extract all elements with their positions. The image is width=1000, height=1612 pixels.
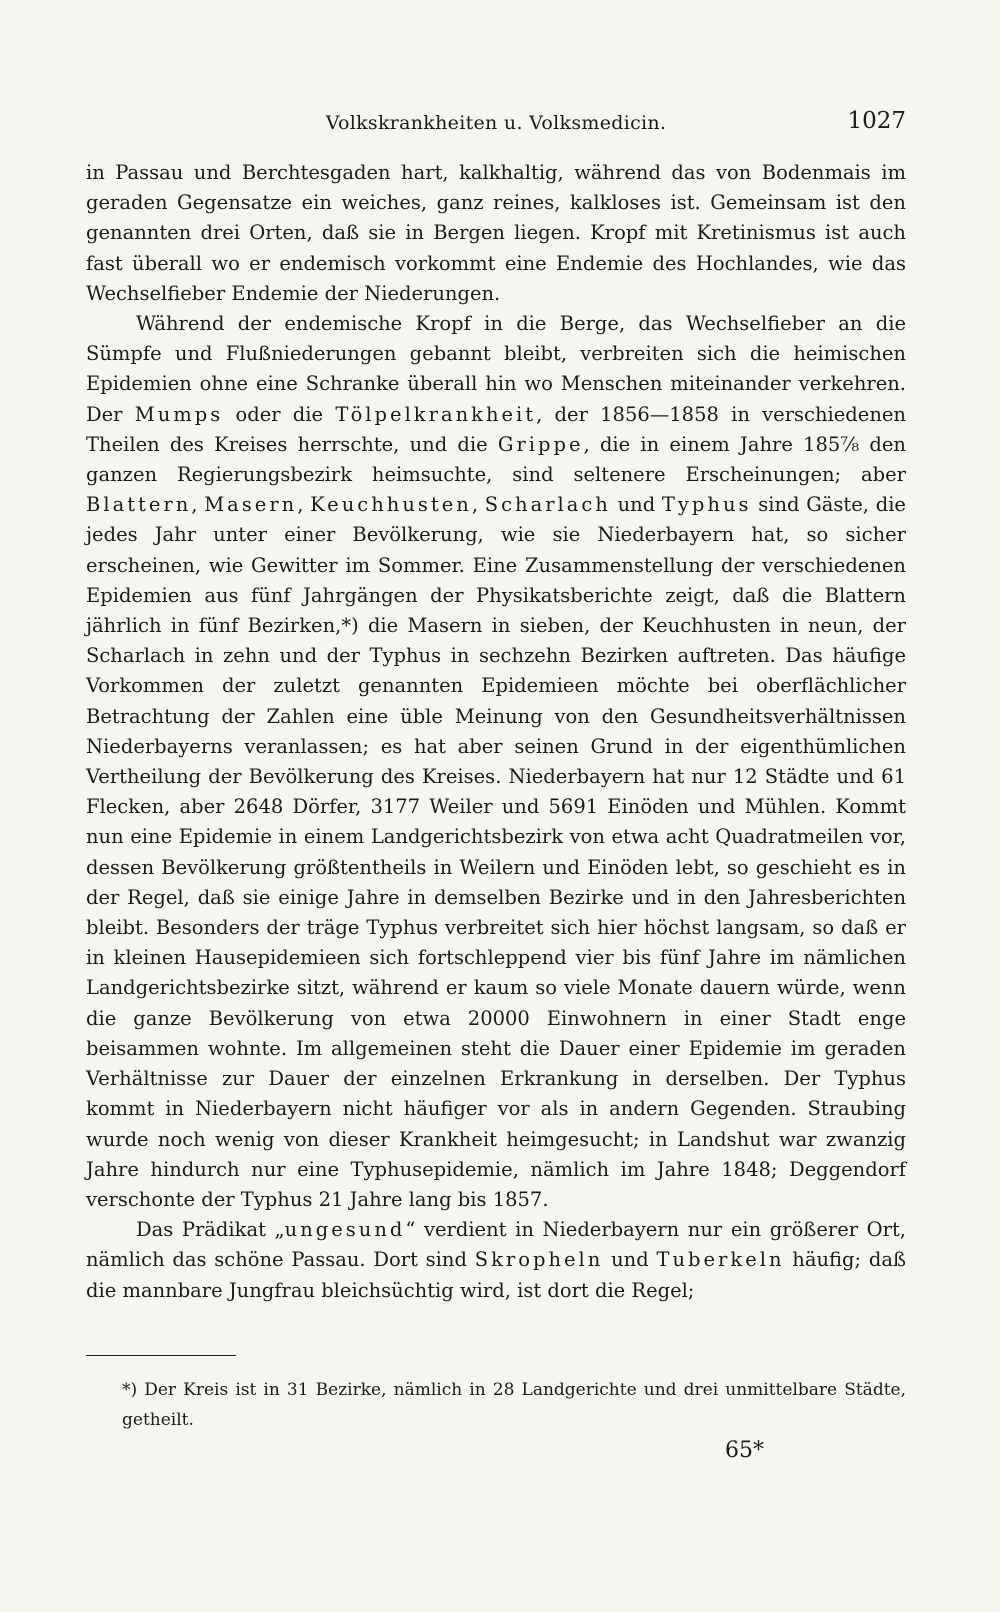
footnote <box>86 1375 906 1435</box>
text-run: , <box>297 493 311 517</box>
footnote-divider <box>86 1355 236 1356</box>
paragraph <box>86 1215 906 1306</box>
text-run: oder die <box>223 402 336 426</box>
text-run: “ verdient in Niederbayern nur ein größerer Ort, nämlich das schöne Passau. Dort sind <box>86 1218 906 1272</box>
emphasized-term: Mumps <box>134 402 224 426</box>
text-run: und <box>610 493 662 517</box>
text-run: sind Gäste, die jedes Jahr unter einer Bevölkerung, wie sie Niederbayern hat, so sicher erscheinen, wie Gewitter im Sommer. Eine Zusammenstellung der verschiedenen Epidemien aus fünf Jahrgängen der Physikatsberichte zeigt, daß die Blattern jährlich in fünf Bezirken,*) die Masern in sieben, der Keuchhusten in neun, der Scharlach in zehn und der Typhus in sechzehn Bezirken auftreten. Das häufige Vorkommen der zuletzt genannten Epidemieen möchte bei oberflächlicher Betrachtung der Zahlen eine üble Meinung von den Gesundheitsverhältnissen Niederbayerns veranlassen; es hat aber seinen Grund in der eigenthümlichen Vertheilung der Bevölkerung des Kreises. Niederbayern hat nur 12 Städte und 61 Flecken, aber 2648 Dörfer, 3177 Weiler und 5691 Einöden und Mühlen. Kommt nun eine Epidemie in einem Landgerichtsbezirk von etwa acht Quadratmeilen vor, dessen Bevölkerung größtentheils in Weilern und Einöden lebt, so geschieht es in der Regel, daß sie einige Jahre in demselben Bezirke und in den Jahresberichten bleibt. Besonders der träge Typhus verbreitet sich hier höchst langsam, so daß er in kleinen Hausepidemieen sich fortschleppend vier bis fünf Jahre im nämlichen Landgerichtsbezirke sitzt, während er kaum so viele Monate dauern würde, wenn die ganze Bevölkerung von etwa 20000 Einwohnern in einer Stadt enge beisammen wohnte. Im allgemeinen steht die Dauer einer Epidemie im geraden Verhältnisse zur Dauer der einzelnen Erkrankung in derselben. Der Typhus kommt in Niederbayern nicht häufiger vor als in andern Gegenden. Straubing wurde noch wenig von dieser Krankheit heimgesucht; in Landshut war zwanzig Jahre hindurch nur eine Typhusepidemie, nämlich im Jahre 1848; Deggendorf verschonte der Typhus 21 Jahre lang bis 1857. <box>86 493 906 1211</box>
text-run: , die in einem Jahre 185⁷⁄₈ den ganzen Regierungsbezirk heimsuchte, sind seltenere Erscheinungen; aber <box>86 432 906 487</box>
body-text <box>86 158 906 1306</box>
emphasized-term: ungesund <box>284 1218 406 1242</box>
emphasized-term: Skropheln <box>474 1248 604 1272</box>
text-run: , <box>471 493 485 517</box>
text-run: häufig; daß die mannbare Jungfrau bleichsüchtig wird, ist dort die Regel; <box>86 1248 906 1302</box>
text-run: Während der endemische Kropf in die Berge, das Wechselfieber an die Sümpfe und Flußniederungen gebannt bleibt, verbreiten sich die heimischen Epidemien ohne eine Schranke überall hin wo Menschen miteinander verkehren. Der <box>86 312 906 426</box>
footnote-text: *) Der Kreis ist in 31 Bezirke, nämlich in 28 Landgerichte und drei unmittelbare Städte, getheilt. <box>122 1380 906 1430</box>
page-header <box>86 104 906 144</box>
text-run: , der 1856—1858 in verschiedenen Theilen des Kreises herrschte, und die <box>86 402 906 456</box>
emphasized-term: Blattern <box>86 493 192 517</box>
emphasized-term: Tuberkeln <box>656 1248 785 1272</box>
page-number: 1027 <box>847 108 906 134</box>
emphasized-term: Keuchhusten <box>310 493 472 517</box>
emphasized-term: Typhus <box>661 493 752 517</box>
text-run: Das Prädikat „ <box>136 1218 285 1242</box>
emphasized-term: Scharlach <box>484 493 611 517</box>
emphasized-term: Grippe <box>497 432 584 456</box>
running-head: Volkskrankheiten u. Volksmedicin. <box>325 112 667 134</box>
signature-mark: 65* <box>725 1438 764 1463</box>
paragraph <box>86 309 906 1215</box>
text-run: in Passau und Berchtesgaden hart, kalkhaltig, während das von Bodenmais im geraden Gegensatze ein weiches, ganz reines, kalkloses ist. Gemeinsam ist den genannten drei Orten, daß sie in Bergen liegen. Kropf mit Kretinismus ist auch fast überall wo er endemisch vorkommt eine Endemie des Hochlandes, wie das Wechselfieber Endemie der Niederungen. <box>86 161 906 305</box>
text-run: und <box>603 1248 657 1272</box>
emphasized-term: Masern <box>204 493 298 517</box>
paragraph <box>86 158 906 309</box>
text-run: , <box>191 493 205 517</box>
emphasized-term: Tölpelkrankheit <box>335 402 537 426</box>
